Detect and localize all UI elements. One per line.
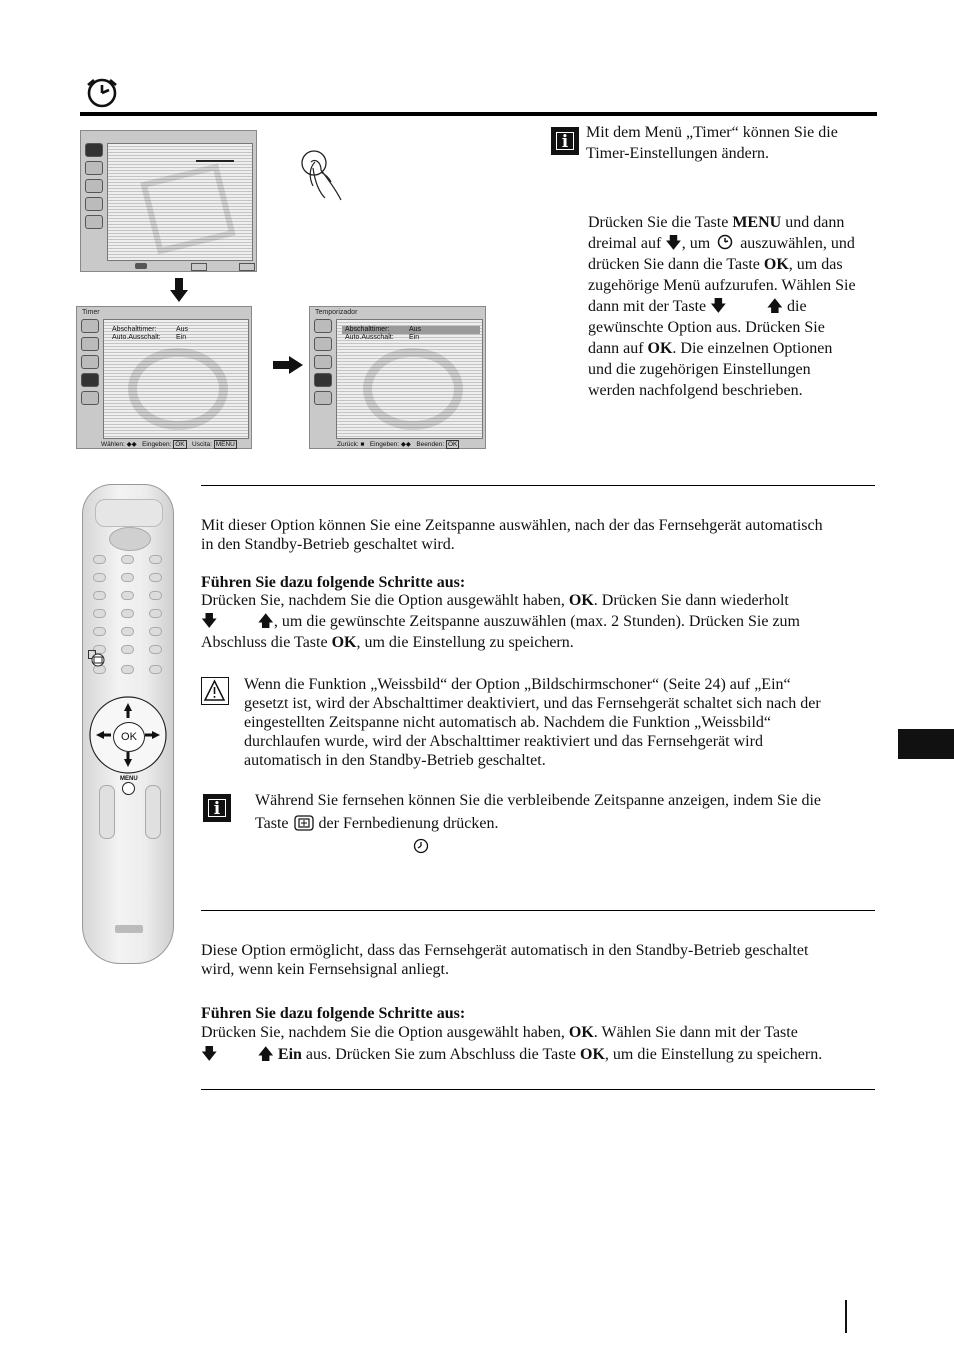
tv-row-label: Abschalttimer: bbox=[345, 326, 390, 333]
tv-row-label: Abschalttimer: bbox=[112, 326, 157, 333]
chapter-tab bbox=[898, 729, 954, 759]
warning-icon bbox=[201, 677, 229, 705]
features-menu-icon bbox=[85, 179, 103, 193]
remote-menu-button[interactable] bbox=[122, 782, 135, 795]
info-icon: i bbox=[203, 794, 231, 822]
tv-footer: Zurück: ■ Eingeben: ◆◆ Beenden: OK bbox=[337, 441, 458, 448]
sound-menu-icon bbox=[85, 161, 103, 175]
hand-press-icon bbox=[297, 148, 357, 220]
header-rule bbox=[80, 112, 877, 116]
tv-row-value: Aus bbox=[176, 326, 189, 333]
timer-clock-icon bbox=[716, 234, 734, 250]
tv-menu-panel bbox=[103, 319, 249, 439]
arrow-down-icon bbox=[170, 278, 188, 302]
section1-description: Mit dieser Option können Sie eine Zeitspanne auswählen, nach der das Fernsehgerät automatisch in den Standby-Betrieb geschaltet wird. bbox=[201, 517, 823, 553]
tv-row-value: Ein bbox=[409, 334, 420, 341]
section1-warning: Wenn die Funktion „Weissbild“ der Option „Bildschirmschoner“ (Seite 24) auf „Ein“ gesetzt ist, wird der Abschalttimer deaktiviert, und das Fernsehgerät schaltet sich nach der eingestellten Zeitspanne nicht automatisch ab. Nachdem die Funktion „Weissbild“ durchlaufen wurde, wird der Abschalttimer reaktiviert und das Fernsehgerät wird automatisch in den Standby-Betrieb geschaltet. bbox=[244, 676, 821, 769]
tv-menu-title: Timer bbox=[82, 309, 100, 316]
tv-row-value: Aus bbox=[409, 326, 422, 333]
tv-timer-menu-screenshot bbox=[76, 306, 252, 449]
tv-menu-title: Temporizador bbox=[315, 309, 358, 316]
picture-menu-icon bbox=[85, 143, 103, 157]
down-arrow-icon: 🡇 bbox=[201, 1046, 218, 1063]
section2-steps-heading: Führen Sie dazu folgende Schritte aus: bbox=[201, 1005, 466, 1022]
section1-steps: Drücken Sie, nachdem Sie die Option ausgewählt haben, OK. Drücken Sie dann wiederholt 🡇 🡅, um die gewünschte Zeitspanne auszuwählen (max. 2 Stunden). Drücken Sie zum Abschluss die Taste OK, um die Einstellung zu speichern. bbox=[201, 592, 800, 651]
tv-timer-selected-screenshot bbox=[309, 306, 486, 449]
intro-note: Mit dem Menü „Timer“ können Sie die Timer-Einstellungen ändern. bbox=[586, 124, 838, 162]
timer-menu-icon bbox=[85, 197, 103, 211]
arrow-right-icon bbox=[273, 356, 303, 374]
intro-instructions: Drücken Sie die Taste MENU und dann dreimal auf 🡇, um auszuwählen, und drücken Sie dann die Taste OK, um das zugehörige Menü aufzurufen. Wählen Sie dann mit der Taste 🡇 🡅 die gewünschte Option aus. Drücken Sie dann auf OK. Die einzelnen Optionen und die zugehörigen Einstellungen werden nachfolgend beschrieben. bbox=[588, 214, 856, 399]
page-marker-rule bbox=[845, 1300, 847, 1333]
section2-description: Diese Option ermöglicht, dass das Fernsehgerät automatisch in den Standby-Betrieb geschaltet wird, wenn kein Fernsehsignal anliegt. bbox=[201, 942, 809, 978]
section1-info: Während Sie fernsehen können Sie die verbleibende Zeitspanne anzeigen, indem Sie die Taste der Fernbedienung drücken. bbox=[255, 792, 822, 832]
section-rule bbox=[201, 910, 875, 911]
tv-main-menu-screenshot bbox=[80, 130, 257, 272]
down-arrow-icon: 🡇 bbox=[710, 298, 727, 315]
info-button-icon bbox=[293, 815, 315, 831]
tv-row-label: Auto.Ausschalt: bbox=[345, 334, 394, 341]
info-icon: i bbox=[551, 127, 579, 155]
section-rule bbox=[201, 1089, 875, 1090]
tv-footer: Wählen: ◆◆ Eingeben: OK Uscita: MENU bbox=[101, 441, 235, 448]
section-rule bbox=[201, 485, 875, 486]
up-arrow-icon: 🡅 bbox=[257, 1046, 274, 1063]
down-arrow-icon: 🡇 bbox=[201, 613, 218, 630]
section1-steps-heading: Führen Sie dazu folgende Schritte aus: bbox=[201, 574, 466, 591]
section2-steps: Drücken Sie, nachdem Sie die Option ausgewählt haben, OK. Wählen Sie dann mit der Taste 🡇 🡅 Ein aus. Drücken Sie zum Abschluss die Taste OK, um die Einstellung zu speichern. bbox=[201, 1024, 823, 1063]
up-arrow-icon: 🡅 bbox=[257, 613, 274, 630]
down-arrow-icon: 🡇 bbox=[665, 235, 682, 252]
remote-info-button[interactable] bbox=[90, 653, 106, 667]
tv-menu-panel bbox=[107, 143, 253, 261]
setup-menu-icon bbox=[85, 215, 103, 229]
tv-menu-panel bbox=[336, 319, 483, 439]
up-arrow-icon: 🡅 bbox=[766, 298, 784, 315]
timer-clock-icon bbox=[84, 77, 122, 109]
tv-row-value: Ein bbox=[176, 334, 187, 341]
tv-row-label: Auto.Ausschalt: bbox=[112, 334, 161, 341]
remote-ok-button[interactable]: OK bbox=[113, 722, 145, 752]
remote-menu-label: MENU bbox=[120, 776, 138, 782]
timer-clock-icon bbox=[412, 837, 430, 855]
